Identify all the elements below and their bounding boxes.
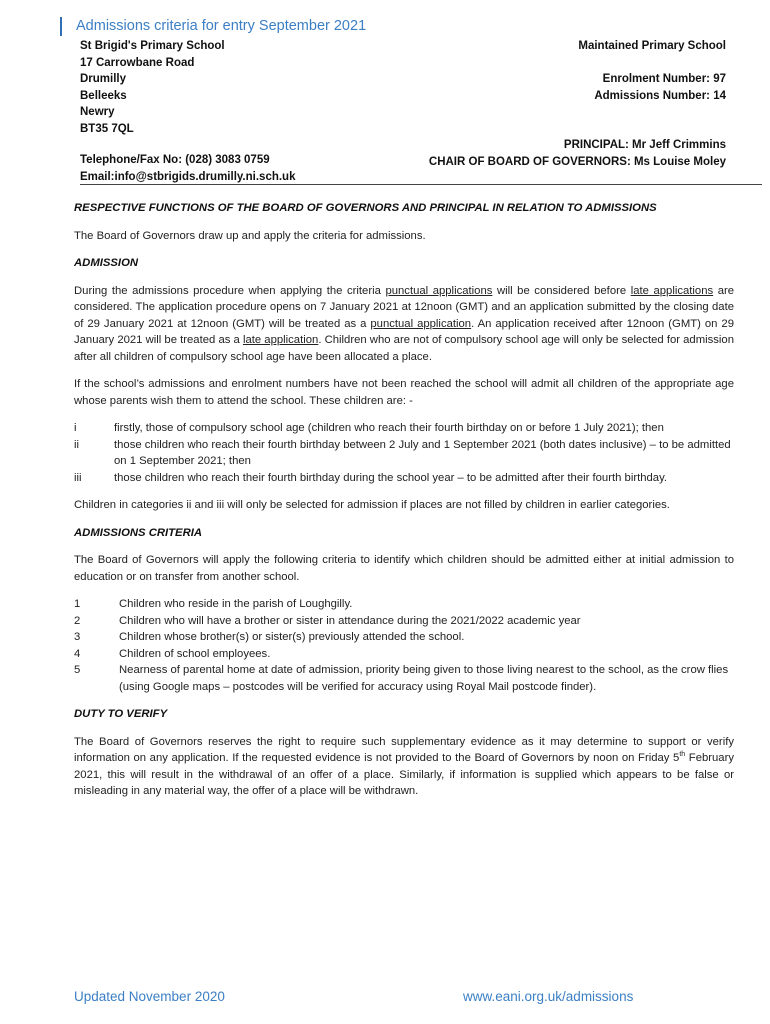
- age-categories-list: [74, 420, 734, 486]
- list-item: [74, 437, 734, 470]
- phone: Telephone/Fax No: (028) 3083 0759: [80, 154, 270, 166]
- list-text: those children who reach their fourth birthday during the school year – to be admitted after their fourth birthday.: [114, 471, 668, 484]
- list-item: [74, 613, 734, 630]
- list-item: [74, 470, 734, 487]
- principal: PRINCIPAL: Mr Jeff Crimmins: [563, 139, 726, 151]
- list-text: Children who reside in the parish of Loughgilly.: [119, 598, 353, 610]
- list-number: 5: [74, 664, 81, 676]
- address-line: 17 Carrowbane Road: [80, 56, 195, 69]
- header-divider: [80, 184, 762, 185]
- functions-heading: RESPECTIVE FUNCTIONS OF THE BOARD OF GOVERNORS AND PRINCIPAL IN RELATION TO ADMISSIONS: [74, 202, 657, 214]
- list-number: 3: [74, 631, 81, 643]
- list-text: Nearness of parental home at date of admission, priority being given to those living nearest to the school, as the crow flies (using Google maps – postcodes will be verified for accuracy using Royal Mail postcode finder).: [119, 664, 729, 693]
- enrolment-number: Enrolment Number: 97: [602, 73, 726, 85]
- list-number: ii: [74, 438, 80, 451]
- document-body: [74, 200, 734, 811]
- list-item: [74, 596, 734, 613]
- staff-block: [429, 137, 726, 170]
- address-line: BT35 7QL: [80, 122, 134, 135]
- late-application-term: late application: [242, 334, 319, 346]
- functions-text: The Board of Governors draw up and apply the criteria for admissions.: [74, 229, 426, 242]
- list-item: [74, 629, 734, 646]
- criteria-intro: The Board of Governors will apply the following criteria to identify which children should be admitted either at initial admission to education or on transfer from another school.: [74, 554, 734, 583]
- list-item: [74, 662, 734, 695]
- admission-paragraph-2: If the school’s admissions and enrolment numbers have not been reached the school will admit all children of the appropriate age whose parents wish them to attend the school. These children are: -: [74, 378, 734, 407]
- admissions-number: Admissions Number: 14: [594, 89, 726, 102]
- criteria-list: [74, 596, 734, 695]
- admission-paragraph-3: Children in categories ii and iii will only be selected for admission if places are not filled by children in earlier categories.: [74, 499, 670, 511]
- list-number: 1: [74, 598, 81, 610]
- list-text: Children whose brother(s) or sister(s) previously attended the school.: [119, 631, 465, 643]
- school-name: St Brigid's Primary School: [80, 40, 225, 52]
- list-text: Children of school employees.: [119, 647, 271, 660]
- footer-url-link[interactable]: www.eani.org.uk/admissions: [463, 989, 634, 1004]
- address-line: Drumilly: [80, 73, 127, 85]
- list-number: i: [74, 422, 77, 434]
- list-number: iii: [74, 471, 82, 484]
- list-item: [74, 420, 734, 437]
- list-number: 4: [74, 647, 81, 660]
- admission-paragraph-1: During the admissions procedure when applying the criteria punctual applications will be considered before late applications are considered. The application procedure opens on 7 January 2021 at 12noon (GMT) and an application submitted by the closing date of 29 January 2021 at 12noon (GMT) will be treated as a punctual application. An application received after 12noon (GMT) on 29 January 2021 will be treated as a late application. Children who are not of compulsory school age will only be selected for admission after all children of compulsory school age have been allocated a place.: [74, 284, 735, 363]
- school-address-block: [80, 38, 225, 137]
- school-numbers-block: [578, 38, 726, 104]
- contact-block: [80, 152, 295, 185]
- footer-updated: Updated November 2020: [74, 989, 225, 1004]
- list-text: those children who reach their fourth birthday between 2 July and 1 September 2021 (both dates inclusive) – to be admitted on 1 September 2021; then: [114, 438, 731, 467]
- admission-heading: ADMISSION: [74, 257, 139, 269]
- school-type: Maintained Primary School: [578, 40, 726, 52]
- list-number: 2: [74, 614, 81, 627]
- email: Email:info@stbrigids.drumilly.ni.sch.uk: [80, 170, 296, 183]
- list-text: firstly, those of compulsory school age (children who reach their fourth birthday on or before 1 July 2021); then: [114, 422, 664, 434]
- address-line: Newry: [80, 106, 115, 118]
- list-text: Children who will have a brother or sister in attendance during the 2021/2022 academic year: [119, 614, 581, 627]
- punctual-application-term: punctual application: [370, 317, 472, 330]
- chair-of-governors: CHAIR OF BOARD OF GOVERNORS: Ms Louise Moley: [428, 155, 726, 168]
- document-title: Admissions criteria for entry September 2021: [60, 17, 366, 36]
- verify-heading: DUTY TO VERIFY: [74, 708, 168, 720]
- address-line: Belleeks: [80, 89, 127, 102]
- list-item: [74, 646, 734, 663]
- criteria-heading: ADMISSIONS CRITERIA: [74, 526, 203, 539]
- verify-paragraph: The Board of Governors reserves the right to require such supplementary evidence as it may determine to support or verify information on any application. If the requested evidence is not provided to the Board of Governors by noon on Friday 5th February 2021, this will result in the withdrawal of an offer of a place. Similarly, if information is supplied which appears to be false or misleading in any material way, the offer of a place will be withdrawn.: [74, 735, 734, 797]
- late-applications-term: late applications: [630, 284, 714, 297]
- punctual-applications-term: punctual applications: [385, 284, 493, 297]
